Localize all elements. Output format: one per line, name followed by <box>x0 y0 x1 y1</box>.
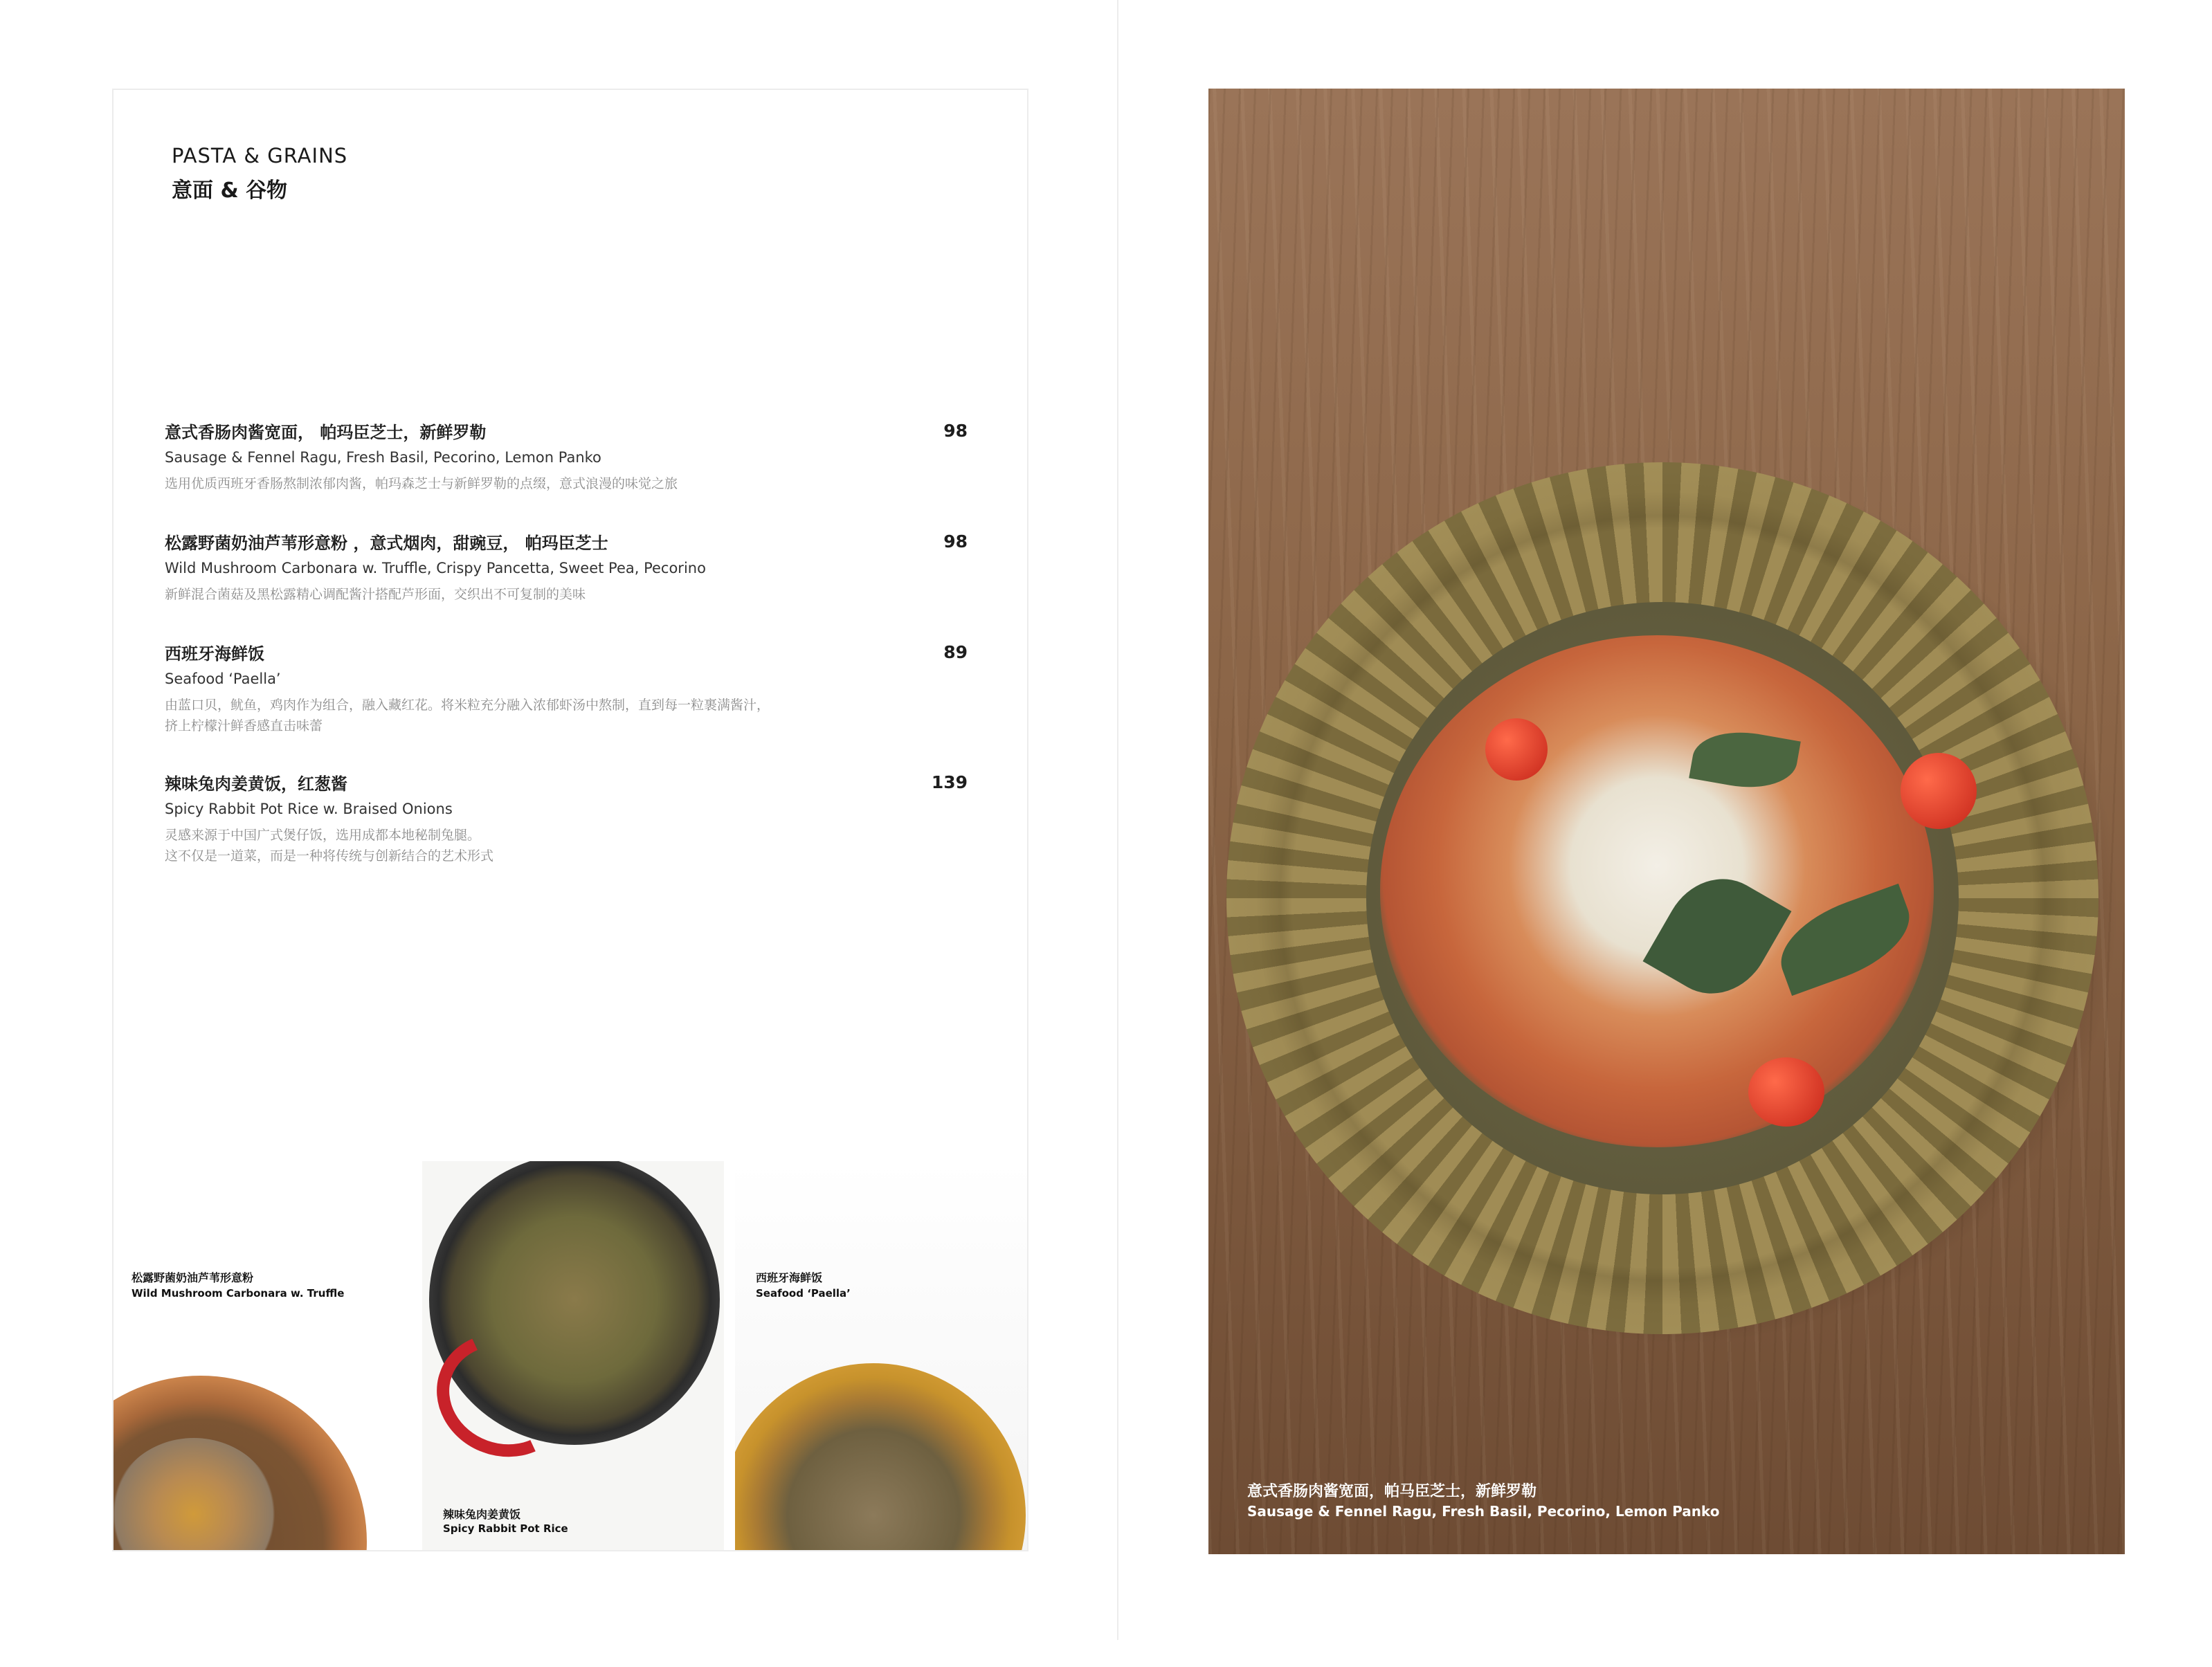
item-description: 选用优质西班牙香肠熬制浓郁肉酱，帕玛森芝士与新鲜罗勒的点缀，意式浪漫的味觉之旅 <box>165 476 678 491</box>
thumb-caption-en: Seafood ‘Paella’ <box>756 1287 851 1300</box>
menu-item-sausage-ragu <box>165 421 968 494</box>
menu-page <box>112 89 1028 1551</box>
thumb-paella-image <box>735 1363 1026 1551</box>
hero-dish-photo <box>1208 89 2125 1554</box>
section-title-en: PASTA & GRAINS <box>172 144 348 167</box>
menu-item-seafood-paella <box>165 642 968 736</box>
tomato-image <box>1901 753 1977 829</box>
photo-caption-zh: 意式香肠肉酱宽面，帕马臣芝士，新鲜罗勒 <box>1247 1483 1537 1500</box>
thumb-caption-en: Spicy Rabbit Pot Rice <box>443 1522 568 1535</box>
menu-item-rabbit-pot-rice <box>165 772 968 866</box>
thumb-caption-zh: 松露野菌奶油芦苇形意粉 <box>132 1271 254 1284</box>
item-description: 由蓝口贝，鱿鱼，鸡肉作为组合，融入藏红花。将米粒充分融入浓郁虾汤中熬制，直到每一粒裹满酱汁， 挤上柠檬汁鲜香感直击味蕾 <box>165 698 770 734</box>
tomato-image <box>1485 718 1548 781</box>
thumb-seafood-paella <box>735 1161 1028 1551</box>
page-divider <box>1117 0 1118 1640</box>
thumb-caption-en: Wild Mushroom Carbonara w. Truffle <box>132 1287 345 1300</box>
item-price: 98 <box>943 421 968 441</box>
item-name-en: Wild Mushroom Carbonara w. Truffle, Crispy Pancetta, Sweet Pea, Pecorino <box>165 560 706 576</box>
item-description: 灵感来源于中国广式煲仔饭，选用成都本地秘制兔腿。 这不仅是一道菜，而是一种将传统与创新结合的艺术形式 <box>165 828 494 864</box>
thumb-caption-zh: 辣味兔肉姜黄饭 <box>443 1508 521 1521</box>
thumb-rabbit-pot-rice <box>422 1161 724 1551</box>
tomato-image <box>1748 1057 1824 1127</box>
item-price: 139 <box>931 772 968 792</box>
item-name-zh: 西班牙海鲜饭 <box>165 644 264 664</box>
section-title-zh: 意面 & 谷物 <box>172 179 288 203</box>
photo-caption-en: Sausage & Fennel Ragu, Fresh Basil, Pecorino, Lemon Panko <box>1247 1503 1720 1520</box>
item-price: 89 <box>943 642 968 662</box>
item-name-en: Spicy Rabbit Pot Rice w. Braised Onions <box>165 801 453 817</box>
item-name-zh: 松露野菌奶油芦苇形意粉 ，意式烟肉，甜豌豆， 帕玛臣芝士 <box>165 534 608 553</box>
thumb-caption-zh: 西班牙海鲜饭 <box>756 1271 823 1284</box>
item-name-en: Seafood ‘Paella’ <box>165 671 281 687</box>
item-name-en: Sausage & Fennel Ragu, Fresh Basil, Pecorino, Lemon Panko <box>165 449 601 466</box>
item-name-zh: 意式香肠肉酱宽面， 帕玛臣芝士，新鲜罗勒 <box>165 423 487 442</box>
thumb-mushroom-carbonara <box>112 1161 422 1551</box>
item-name-zh: 辣味兔肉姜黄饭，红葱酱 <box>165 774 347 794</box>
menu-item-mushroom-carbonara <box>165 531 968 605</box>
item-price: 98 <box>943 531 968 552</box>
pasta-image <box>1380 635 1934 1147</box>
item-description: 新鲜混合菌菇及黑松露精心调配酱汁搭配芦形面，交织出不可复制的美味 <box>165 587 586 602</box>
